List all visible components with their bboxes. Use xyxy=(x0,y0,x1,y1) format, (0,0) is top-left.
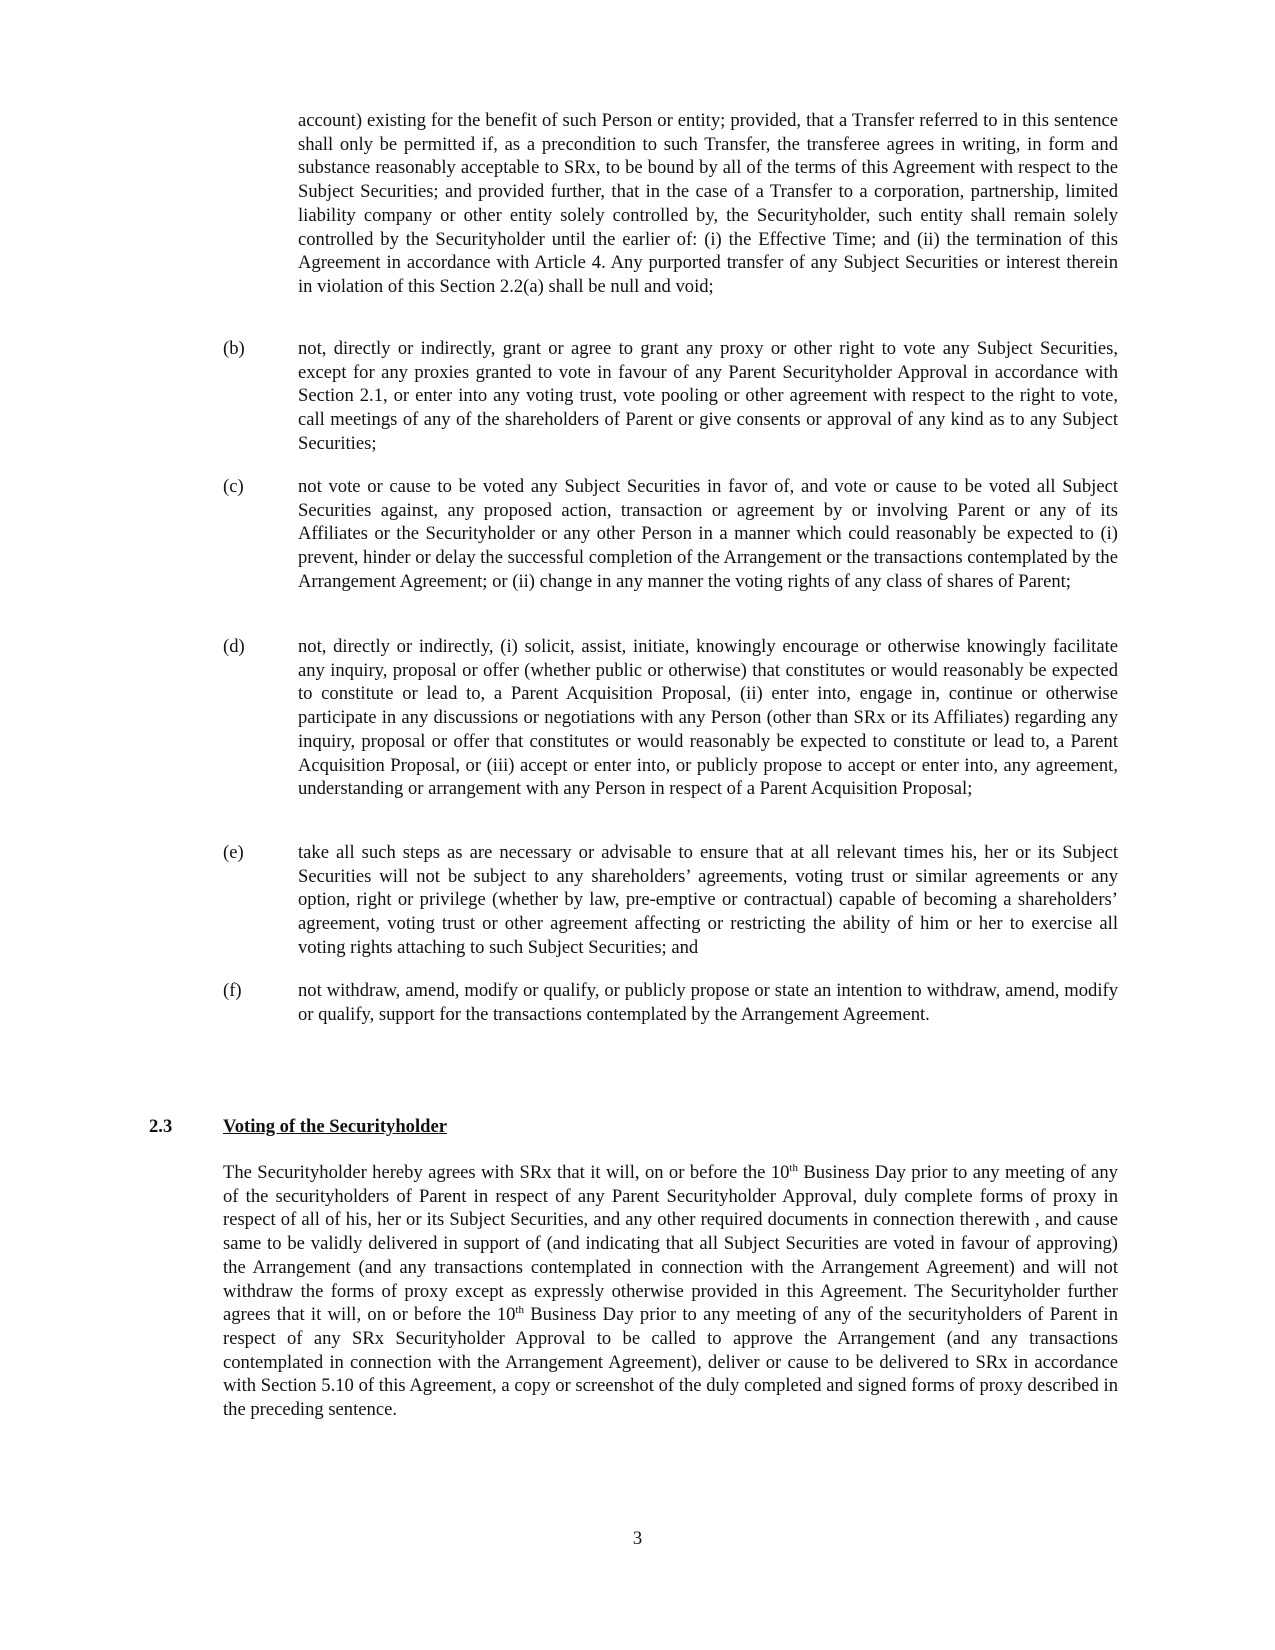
clause-label: (b) xyxy=(223,338,245,359)
clause-text: not, directly or indirectly, grant or agree to grant any proxy or other right to vote any Subject Securities, except for any proxies granted to vote in favour of any Parent Securityholder Approval in accordance with Section 2.1, or enter into any voting trust, vote pooling or other agreement with respect to the right to vote, call meetings of any of the shareholders of Parent or give consents or approval of any kind as to any Subject Securities; xyxy=(298,338,1118,454)
section-body-part: Business Day prior to any meeting of any of the securityholders of Parent in respect of any Parent Securityholder Approval, duly complete forms of proxy in respect of all of his, her or its Subject Securities, and any other required documents in connection therewith , and cause same to be validly delivered in support of (and indicating that all Subject Securities are voted in favour of approving) the Arrangement (and any transactions contemplated in connection with the Arrangement Agreement) and will not withdraw the forms of proxy except as expressly otherwise provided in this Agreement. The Securityholder further agrees that it will, on or before the 10 xyxy=(223,1162,1118,1326)
section-body-part: Business Day prior to any meeting of any of the securityholders of Parent in respect of any SRx Securityholder Approval to be called to approve the Arrangement (and any transactions contemplated in connection with the Arrangement Agreement), deliver or cause to be delivered to SRx in accordance with Section 5.10 of this Agreement, a copy or screenshot of the duly completed and signed forms of proxy described in the preceding sentence. xyxy=(223,1304,1118,1421)
clause-text: not, directly or indirectly, (i) solicit, assist, initiate, knowingly encourage or otherwise knowingly facilitate any inquiry, proposal or offer (whether public or otherwise) that constitutes or would reasonably be expected to constitute or lead to, a Parent Acquisition Proposal, (ii) enter into, engage in, continue or otherwise participate in any discussions or negotiations with any Person (other than SRx or its Affiliates) regarding any inquiry, proposal or offer that constitutes or would reasonably be expected to constitute or lead to, a Parent Acquisition Proposal, or (iii) accept or enter into, or publicly propose to accept or enter into, any agreement, understanding or arrangement with any Person in respect of a Parent Acquisition Proposal; xyxy=(298,636,1118,800)
clause-label: (f) xyxy=(223,980,242,1001)
ordinal-suffix: th xyxy=(789,1161,798,1174)
clause-text: not withdraw, amend, modify or qualify, or publicly propose or state an intention to withdraw, amend, modify or qualify, support for the transactions contemplated by the Arrangement Agreement. xyxy=(298,980,1118,1025)
section-title: Voting of the Securityholder xyxy=(223,1116,447,1137)
clause-label: (e) xyxy=(223,842,244,863)
section-body-part: The Securityholder hereby agrees with SRx that it will, on or before the 10 xyxy=(223,1162,790,1183)
section-body xyxy=(223,1161,1118,1422)
clause-text: take all such steps as are necessary or advisable to ensure that at all relevant times his, her or its Subject Securities will not be subject to any shareholders’ agreements, voting trust or similar agreements or any option, right or privilege (whether by law, pre-emptive or contractual) capable of becoming a shareholders’ agreement, voting trust or other agreement affecting or restricting the ability of him or her to exercise all voting rights attaching to such Subject Securities; and xyxy=(298,842,1118,958)
clause-label: (c) xyxy=(223,476,244,497)
section-number: 2.3 xyxy=(149,1116,173,1137)
clause-label: (d) xyxy=(223,636,245,657)
page-number: 3 xyxy=(632,1528,643,1549)
continuation-paragraph: account) existing for the benefit of such Person or entity; provided, that a Transfer referred to in this sentence shall only be permitted if, as a precondition to such Transfer, the transferee agrees in writing, in form and substance reasonably acceptable to SRx, to be bound by all of the terms of this Agreement with respect to the Subject Securities; and provided further, that in the case of a Transfer to a corporation, partnership, limited liability company or other entity solely controlled by, the Securityholder, such entity shall remain solely controlled by the Securityholder until the earlier of: (i) the Effective Time; and (ii) the termination of this Agreement in accordance with Article 4. Any purported transfer of any Subject Securities or interest therein in violation of this Section 2.2(a) shall be null and void; xyxy=(298,110,1118,297)
clause-text: not vote or cause to be voted any Subject Securities in favor of, and vote or cause to be voted all Subject Securities against, any proposed action, transaction or agreement by or involving Parent or any of its Affiliates or the Securityholder or any other Person in a manner which could reasonably be expected to (i) prevent, hinder or delay the successful completion of the Arrangement or the transactions contemplated by the Arrangement Agreement; or (ii) change in any manner the voting rights of any class of shares of Parent; xyxy=(298,476,1118,592)
ordinal-suffix: th xyxy=(515,1304,524,1317)
